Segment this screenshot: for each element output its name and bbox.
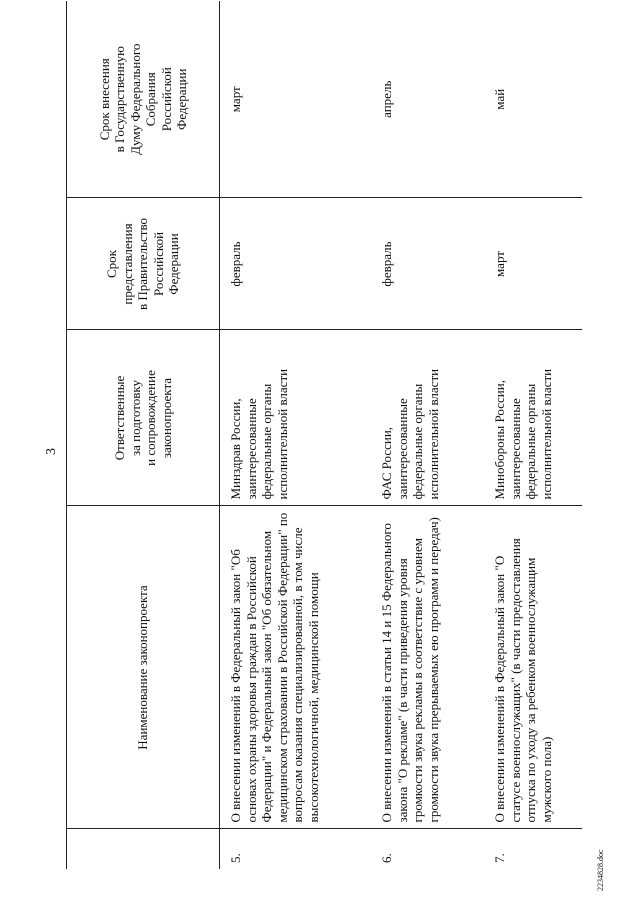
government-deadline: февраль — [371, 198, 484, 330]
table-row — [220, 1, 372, 869]
table-row — [484, 1, 582, 869]
header-responsible: Ответственные за подготовку и сопровождение законопроекта — [67, 330, 220, 506]
bill-name: О внесении изменений в статьи 14 и 15 Федерального закона "О рекламе" (в части приведения уровня громкости звука рекламы в соответствие с уровнем громкости звука прерываемых ею программ и передач) — [371, 506, 484, 829]
government-deadline: февраль — [220, 198, 372, 330]
bills-table — [66, 1, 582, 869]
bill-name: О внесении изменений в Федеральный закон "Об основах охраны здоровья граждан в Российской Федерации" и Федеральный закон "Об обязательном медицинском страховании в Российской Федерации" по вопросам оказания специализированной, в том числе высокотехнологичной, медицинской помощи — [220, 506, 372, 829]
responsible-agencies: ФАС России, заинтересованные федеральные органы исполнительной власти — [371, 330, 484, 506]
duma-deadline: май — [484, 1, 582, 198]
duma-deadline: март — [220, 1, 372, 198]
header-number — [67, 829, 220, 869]
row-number: 5. — [220, 829, 372, 869]
document-code: 2234828.doc — [596, 849, 605, 891]
page-number: 3 — [44, 448, 59, 455]
header-duma-deadline: Срок внесения в Государственную Думу Федерального Собрания Российской Федерации — [67, 1, 220, 198]
table-row — [371, 1, 484, 869]
header-government-deadline: Срок представления в Правительство Российской Федерации — [67, 198, 220, 330]
responsible-agencies: Минобороны России, заинтересованные федеральные органы исполнительной власти — [484, 330, 582, 506]
row-number: 7. — [484, 829, 582, 869]
bill-name: О внесении изменений в Федеральный закон "О статусе военнослужащих" (в части предоставления отпуска по уходу за ребенком военнослужащим мужского пола) — [484, 506, 582, 829]
header-bill-name: Наименование законопроекта — [67, 506, 220, 829]
duma-deadline: апрель — [371, 1, 484, 198]
table-header-row — [67, 1, 220, 869]
government-deadline: март — [484, 198, 582, 330]
responsible-agencies: Минздрав России, заинтересованные федеральные органы исполнительной власти — [220, 330, 372, 506]
row-number: 6. — [371, 829, 484, 869]
